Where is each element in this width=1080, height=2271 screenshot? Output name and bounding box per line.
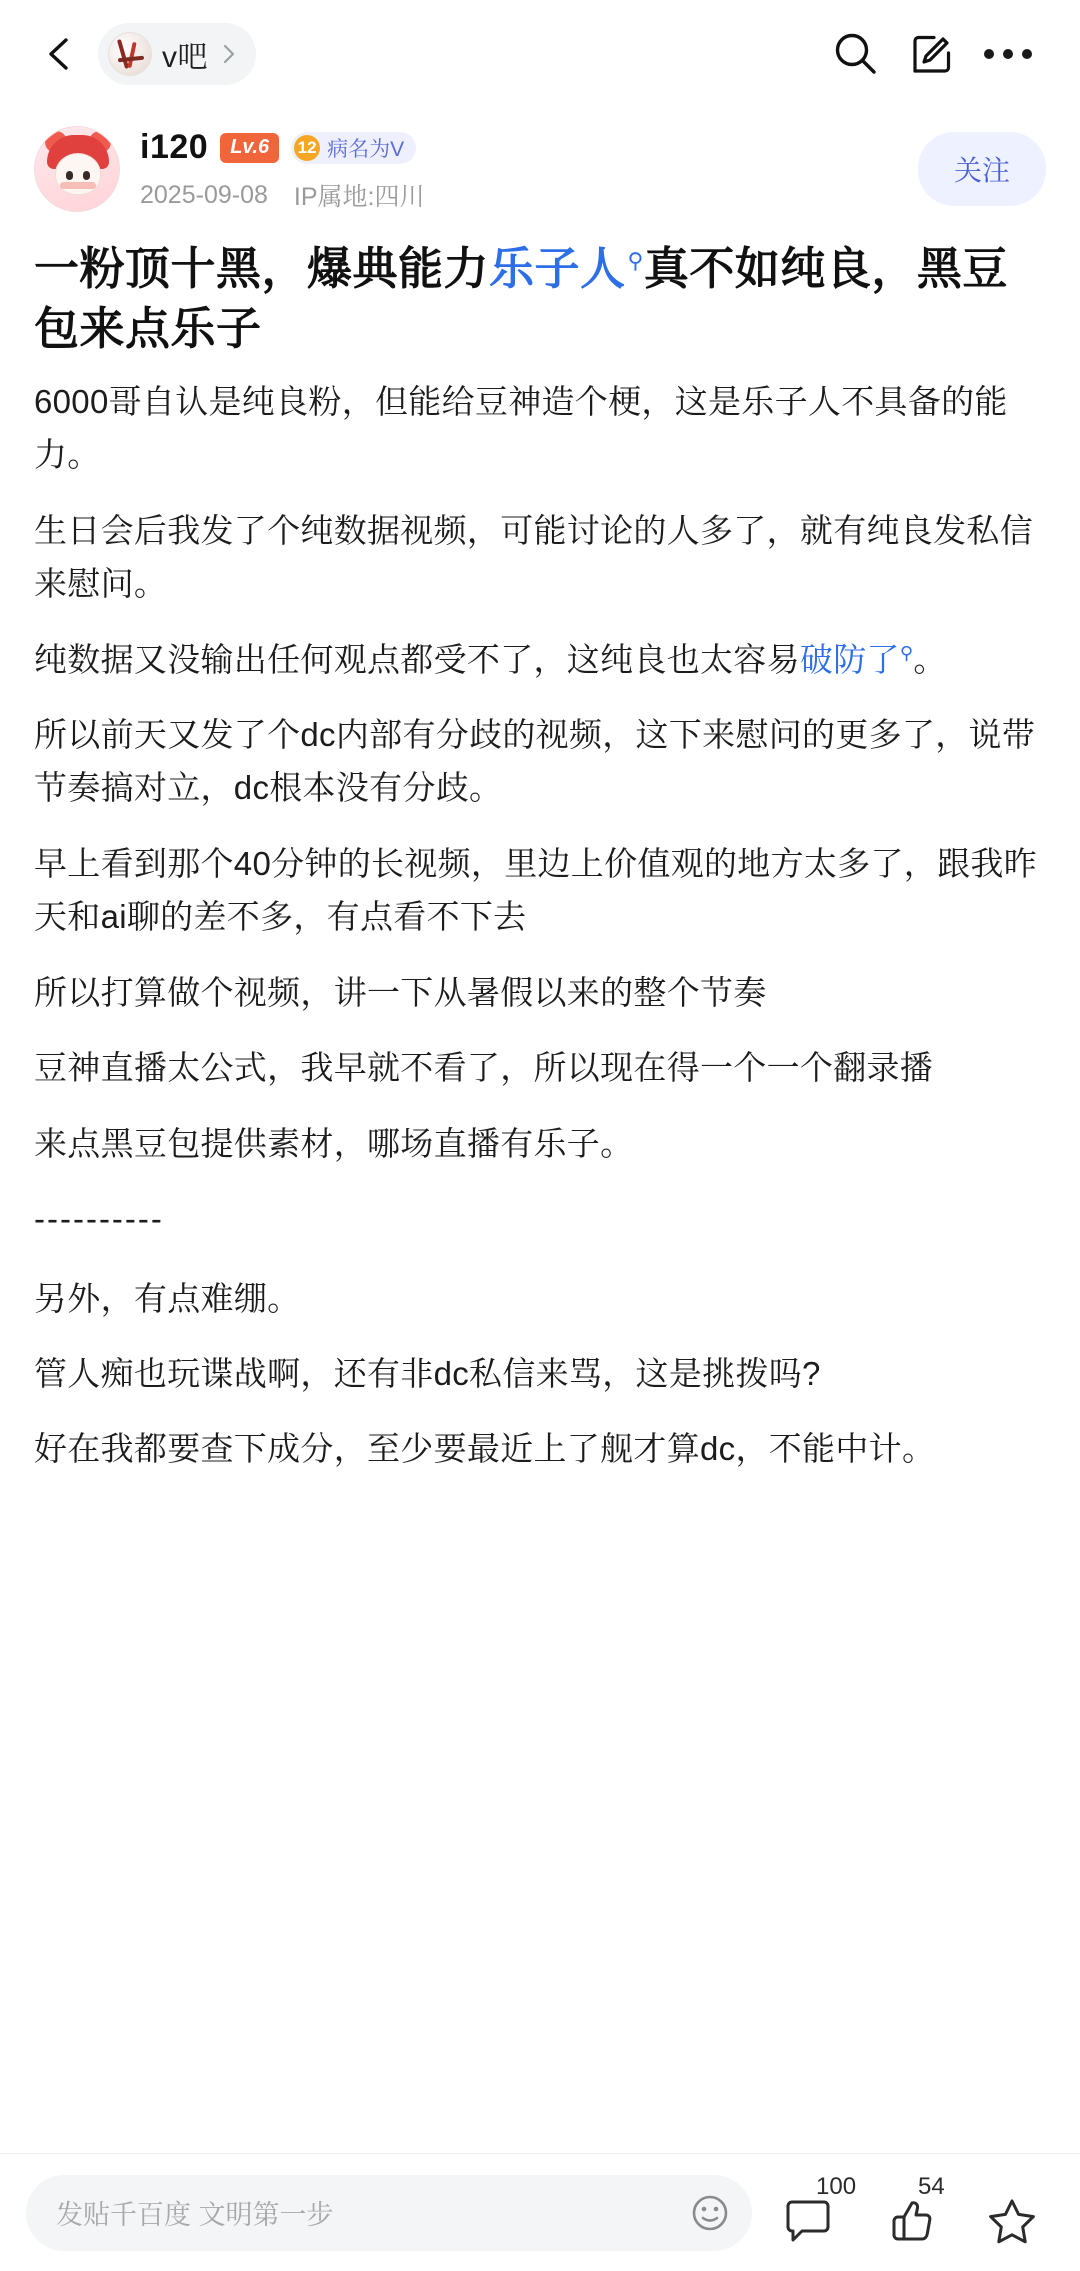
author-name-line <box>140 128 918 167</box>
ip-location: IP属地:四川 <box>293 183 425 211</box>
comment-count: 100 <box>816 2172 857 2200</box>
post-paragraph: 管人痴也玩谍战啊，还有非dc私信来骂，这是挑拨吗? <box>34 1355 821 1393</box>
comment-input-box[interactable] <box>26 2175 752 2251</box>
title-keyword-link[interactable]: 乐子人 <box>489 243 626 294</box>
like-button[interactable] <box>874 2172 946 2249</box>
emoji-icon <box>688 2191 732 2235</box>
chevron-left-icon <box>40 34 80 74</box>
chevron-right-icon <box>218 43 240 65</box>
inline-keyword-link[interactable]: 破防了 <box>799 640 900 678</box>
post-body <box>0 359 1080 1476</box>
search-button[interactable] <box>818 16 894 92</box>
post-paragraph: 早上看到那个40分钟的长视频，里边上价值观的地方太多了，跟我昨天和ai聊的差不多，有点看不下去 <box>34 844 1038 936</box>
post-paragraph: 好在我都要查下成分，至少要最近上了舰才算dc，不能中计。 <box>34 1430 936 1468</box>
follow-button[interactable]: 关注 <box>918 132 1046 206</box>
level-badge: Lv.6 <box>220 133 279 163</box>
bar-avatar-icon <box>108 32 152 76</box>
thumbs-up-icon <box>882 2193 938 2249</box>
post-paragraph: 所以前天又发了个dc内部有分歧的视频，这下来慰问的更多了，说带节奏搞对立，dc根本没有分歧。 <box>34 715 1036 807</box>
author-info <box>140 126 918 213</box>
search-keyword-icon[interactable]: ⚲ <box>627 248 644 273</box>
paragraph-text-after: 。 <box>913 640 947 678</box>
avatar[interactable] <box>34 126 120 212</box>
comment-button[interactable] <box>772 2172 857 2249</box>
back-button[interactable] <box>34 28 86 80</box>
tag-label: 病名为V <box>327 137 405 161</box>
search-keyword-icon[interactable]: ⚲ <box>899 642 914 663</box>
post-paragraph <box>34 633 1046 686</box>
comment-icon <box>780 2193 836 2249</box>
compose-icon <box>907 29 957 79</box>
post-divider: ---------- <box>34 1200 164 1238</box>
status-badge <box>291 132 416 164</box>
like-count: 54 <box>918 2172 945 2200</box>
post-paragraph: 生日会后我发了个纯数据视频，可能讨论的人多了，就有纯良发私信来慰问。 <box>34 511 1033 603</box>
title-text-part1: 一粉顶十黑，爆典能力 <box>34 243 490 294</box>
emoji-button[interactable] <box>686 2189 734 2237</box>
comment-placeholder: 发贴千百度 文明第一步 <box>56 2200 334 2230</box>
forum-pill-button[interactable] <box>98 23 256 85</box>
post-paragraph: 另外，有点难绷。 <box>34 1279 301 1317</box>
post-date: 2025-09-08 <box>140 180 268 209</box>
tag-number: 12 <box>294 135 320 161</box>
forum-name: v吧 <box>162 41 208 74</box>
author-name[interactable]: i120 <box>140 128 209 166</box>
author-meta-line <box>140 177 918 213</box>
post-paragraph: 豆神直播太公式，我早就不看了，所以现在得一个一个翻录播 <box>34 1049 934 1087</box>
title-text-part2: 真不如纯良，黑豆包来点乐子 <box>34 243 1008 354</box>
post-paragraph: 所以打算做个视频，讲一下从暑假以来的整个节奏 <box>34 973 767 1011</box>
post-paragraph: 来点黑豆包提供素材，哪场直播有乐子。 <box>34 1124 634 1162</box>
more-options-button[interactable] <box>970 16 1046 92</box>
search-icon <box>830 28 882 80</box>
page-title <box>0 213 1080 359</box>
star-icon <box>984 2193 1040 2249</box>
post-paragraph: 6000哥自认是纯良粉，但能给豆神造个梗，这是乐子人不具备的能力。 <box>34 382 1008 474</box>
bottom-action-bar <box>0 2153 1080 2271</box>
author-row <box>0 108 1080 213</box>
compose-button[interactable] <box>894 16 970 92</box>
action-group <box>772 2172 1054 2249</box>
top-navigation-bar <box>0 0 1080 108</box>
more-dots-icon <box>984 49 1032 59</box>
paragraph-text-before: 纯数据又没输出任何观点都受不了，这纯良也太容易 <box>34 640 800 678</box>
favorite-button[interactable] <box>976 2177 1048 2249</box>
